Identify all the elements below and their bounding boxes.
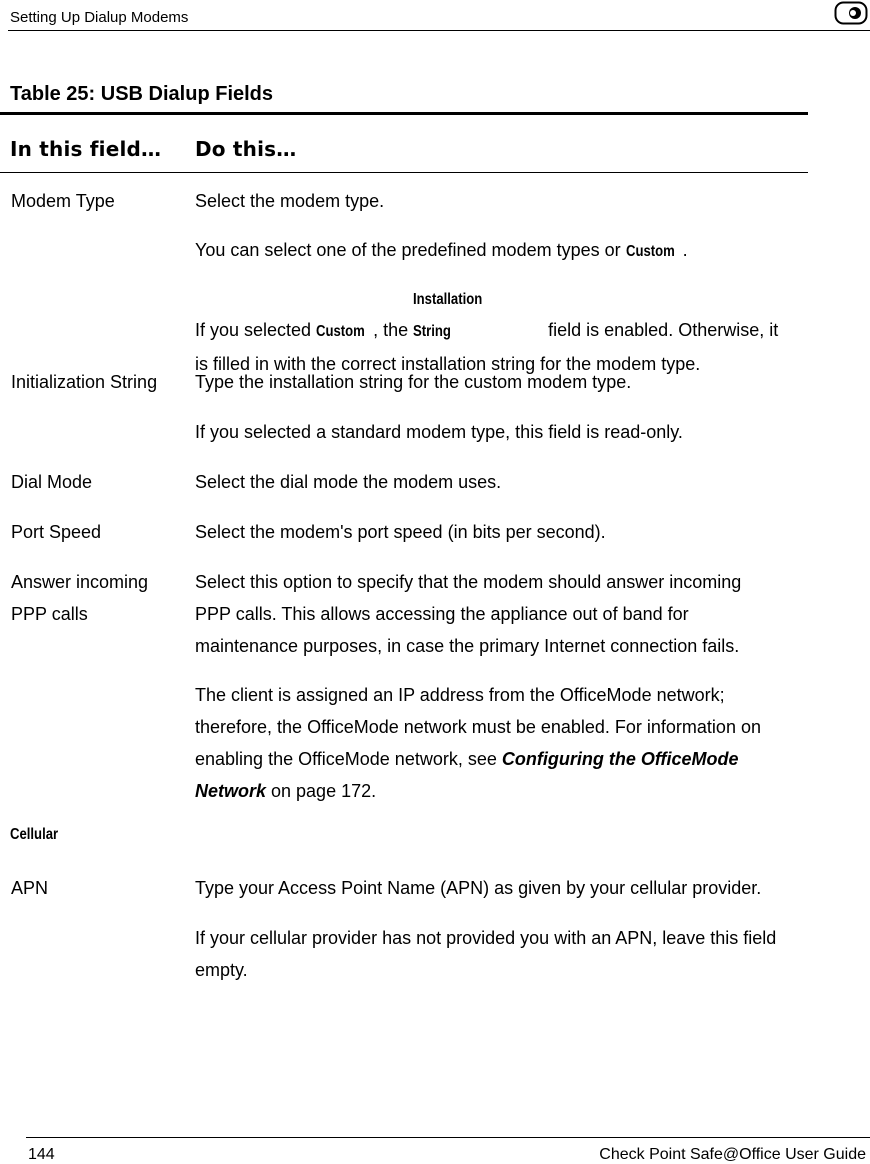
table-top-rule (0, 112, 808, 115)
table-header-rule (0, 172, 808, 173)
field-answer-ppp: Answer incoming PPP calls (11, 572, 149, 624)
column-header-field: In this field… (10, 137, 162, 161)
port-speed-desc: Select the modem's port speed (in bits per second). (195, 522, 606, 542)
keyword-custom: Custom (316, 323, 365, 340)
field-modem-type: Modem Type (11, 191, 115, 211)
field-apn: APN (11, 878, 49, 898)
cross-reference-link[interactable]: Configuring the OfficeMode Network (195, 749, 739, 801)
field-initialization-string: Initialization String (11, 372, 158, 392)
apn-desc-2: If your cellular provider has not provided you with an APN, leave this field empty. (195, 928, 777, 980)
answer-ppp-desc-2: The client is assigned an IP address from the OfficeMode network; therefore, the OfficeMode network must be enabled. For information on enabling the OfficeMode network, see Configuring the OfficeMode Network on page 172. (195, 685, 761, 801)
header-divider (8, 30, 870, 31)
column-header-action: Do this… (195, 137, 297, 161)
page-number: 144 (28, 1146, 55, 1163)
dial-mode-desc: Select the dial mode the modem uses. (195, 472, 502, 492)
init-string-desc-2: If you selected a standard modem type, this field is read-only. (195, 422, 683, 442)
init-string-desc-1: Type the installation string for the custom modem type. (195, 372, 632, 392)
apn-desc-1: Type your Access Point Name (APN) as given by your cellular provider. (195, 878, 762, 898)
keyword-custom: Custom (625, 243, 675, 260)
modem-type-desc-1: Select the modem type. (195, 191, 385, 211)
field-dial-mode: Dial Mode (11, 472, 93, 492)
modem-type-desc-3: If you selected Custom , the Installation String field is enabled. Otherwise, it is filled in with the correct installation string for the modem type. (195, 284, 795, 380)
section-label-cellular: Cellular (10, 826, 59, 843)
running-header: Setting Up Dialup Modems (10, 9, 189, 26)
footer-divider (26, 1137, 870, 1138)
toggle-logo-icon (834, 1, 868, 25)
answer-ppp-desc-1: Select this option to specify that the modem should answer incoming PPP calls. This allows accessing the appliance out of band for maintenance purposes, in case the primary Internet connection fails. (195, 572, 742, 656)
keyword-installation-string: Installation String (413, 291, 483, 340)
modem-type-desc-2: You can select one of the predefined modem types or Custom . (195, 234, 805, 268)
field-port-speed: Port Speed (11, 522, 102, 542)
table-caption: Table 25: USB Dialup Fields (10, 83, 274, 105)
guide-title: Check Point Safe@Office User Guide (599, 1146, 866, 1163)
